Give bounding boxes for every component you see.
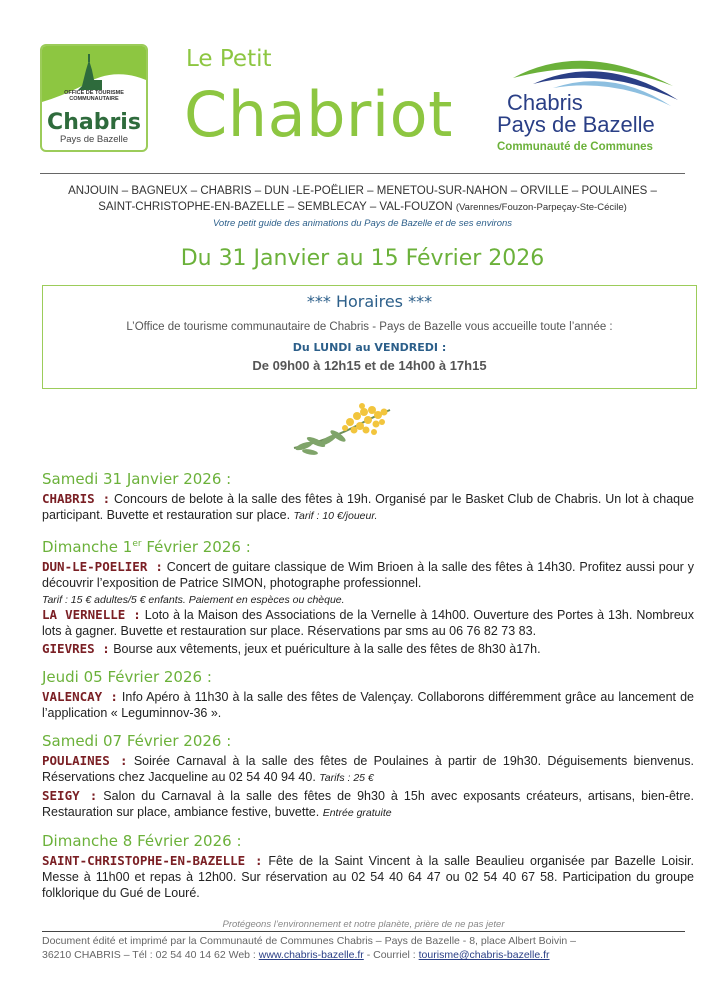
tagline: Votre petit guide des animations du Pays de Bazelle et de ses environs xyxy=(212,218,513,229)
event-item xyxy=(42,853,694,901)
day-heading xyxy=(42,536,694,555)
day-heading: Samedi 07 Février 2026 : xyxy=(42,732,232,750)
day-heading-post: Février 2026 : xyxy=(141,538,251,556)
footer-line-2 xyxy=(42,948,685,962)
logo-chabris-text: Chabris xyxy=(47,110,141,135)
office-tourisme-logo xyxy=(40,44,148,152)
communaute-communes-logo xyxy=(493,48,683,163)
footer-line-1: Document édité et imprimé par la Communauté de Communes Chabris – Pays de Bazelle - 8, place Albert Boivin – xyxy=(42,935,577,947)
event-place: GIEVRES : xyxy=(42,641,110,656)
events-list xyxy=(42,471,694,903)
footer-publisher xyxy=(42,934,685,962)
website-link[interactable]: www.chabris-bazelle.fr xyxy=(258,949,364,961)
day-heading-sup: er xyxy=(132,539,142,549)
event-item xyxy=(42,607,694,639)
email-link[interactable]: tourisme@chabris-bazelle.fr xyxy=(418,949,550,961)
towns-list xyxy=(40,183,685,216)
event-price: Tarif : 15 € adultes/5 € enfants. Paiement en espèces ou chèque. xyxy=(42,594,345,606)
event-price: Tarifs : 25 € xyxy=(319,772,374,784)
day-heading: Samedi 31 Janvier 2026 : xyxy=(42,470,232,488)
event-place: DUN-LE-POELIER : xyxy=(42,559,163,574)
event-place: CHABRIS : xyxy=(42,491,111,506)
event-text: Concert de guitare classique de Wim Brioen à la salle des fêtes à 14h30. Profitez aussi pour y découvrir l’exposition de Patrice SIMON, photographe professionnel. xyxy=(42,560,694,590)
event-place: LA VERNELLE : xyxy=(42,607,141,622)
towns-line-1: ANJOUIN – BAGNEUX – CHABRIS – DUN -LE-POËLIER – MENETOU-SUR-NAHON – ORVILLE – POULAINES – xyxy=(68,185,657,197)
day-heading: Dimanche 8 Février 2026 : xyxy=(42,832,242,850)
event-item xyxy=(42,753,694,786)
event-item xyxy=(42,491,694,524)
event-text: Info Apéro à 11h30 à la salle des fêtes de Valençay. Collaborons différemment grâce au lancement de l’application « Leguminnov-36 ». xyxy=(42,690,694,720)
title-le-petit: Le Petit xyxy=(186,46,272,72)
logo-right-communaute: Communauté de Communes xyxy=(497,141,653,153)
event-item xyxy=(42,689,694,721)
hours-intro: L’Office de tourisme communautaire de Chabris - Pays de Bazelle vous accueille toute l’année : xyxy=(126,321,613,333)
event-place: SAINT-CHRISTOPHE-EN-BAZELLE : xyxy=(42,853,263,868)
event-text: Salon du Carnaval à la salle des fêtes de 9h30 à 15h avec exposants créateurs, artisans, bien-être. Restauration sur place, ambiance festive, buvette. xyxy=(42,789,694,819)
event-item xyxy=(42,559,694,591)
hours-title: *** Horaires *** xyxy=(306,292,433,311)
event-place: SEIGY : xyxy=(42,788,98,803)
footer-email-label: - Courriel : xyxy=(363,949,419,961)
event-text: Loto à la Maison des Associations de la Vernelle à 14h00. Ouverture des Portes à 13h. Nombreux lots à gagner. Buvette et restauration sur place. Réservations par sms au 06 76 82 73 83. xyxy=(42,608,694,638)
footer-environment-note: Protégeons l’environnement et notre planète, prière de ne pas jeter xyxy=(222,919,505,930)
logo-right-chabris: Chabris xyxy=(507,90,583,115)
header-divider xyxy=(40,173,685,174)
day-heading: Jeudi 05 Février 2026 : xyxy=(42,668,212,686)
event-text: Concours de belote à la salle des fêtes à 19h. Organisé par le Basket Club de Chabris. Un lot à chaque participant. Buvette et restauration sur place. xyxy=(42,492,694,522)
footer-divider xyxy=(42,931,685,932)
event-text: Bourse aux vêtements, jeux et puériculture à la salle des fêtes de 8h30 à17h. xyxy=(109,642,541,656)
event-text: Fête de la Saint Vincent à la salle Beaulieu organisée par Bazelle Loisir. Messe à 11h00 et repas à 12h00. Sur réservation au 02 54 40 64 47 ou 02 54 40 67 58. Participation du groupe folklorique du Gué de Louré. xyxy=(42,854,694,900)
event-text: Soirée Carnaval à la salle des fêtes de Poulaines à partir de 19h30. Déguisements bienvenus. Réservations chez Jacqueline au 02 54 40 94 40. xyxy=(42,754,694,784)
event-price: Entrée gratuite xyxy=(322,807,392,819)
event-item xyxy=(42,788,694,821)
event-item xyxy=(42,641,694,657)
event-price: Tarif : 10 €/joueur. xyxy=(293,510,378,522)
logo-pays-text: Pays de Bazelle xyxy=(59,134,129,145)
date-range-title: Du 31 Janvier au 15 Février 2026 xyxy=(180,246,545,271)
title-chabriot: Chabriot xyxy=(184,78,453,151)
towns-line-2-small: (Varennes/Fouzon-Parpeçay-Ste-Cécile) xyxy=(455,202,627,213)
logo-office-text: OFFICE DE TOURISME COMMUNAUTAIRE xyxy=(64,90,124,102)
footer-phone: 36210 CHABRIS – Tél : 02 54 40 14 62 Web : xyxy=(42,949,259,961)
event-place: VALENCAY : xyxy=(42,689,118,704)
hours-box xyxy=(42,285,697,389)
footer xyxy=(42,919,685,962)
logo-right-pays: Pays de Bazelle xyxy=(497,112,655,137)
towns-line-2-main: SAINT-CHRISTOPHE-EN-BAZELLE – SEMBLECAY – VAL-FOUZON xyxy=(98,201,456,213)
towns-line-2 xyxy=(40,199,685,216)
day-heading-pre: Dimanche 1 xyxy=(42,538,133,556)
hours-times: De 09h00 à 12h15 et de 14h00 à 17h15 xyxy=(252,358,487,373)
hours-days: Du LUNDI au VENDREDI : xyxy=(292,341,447,354)
event-place: POULAINES : xyxy=(42,753,128,768)
mimosa-flower-icon xyxy=(290,400,400,462)
